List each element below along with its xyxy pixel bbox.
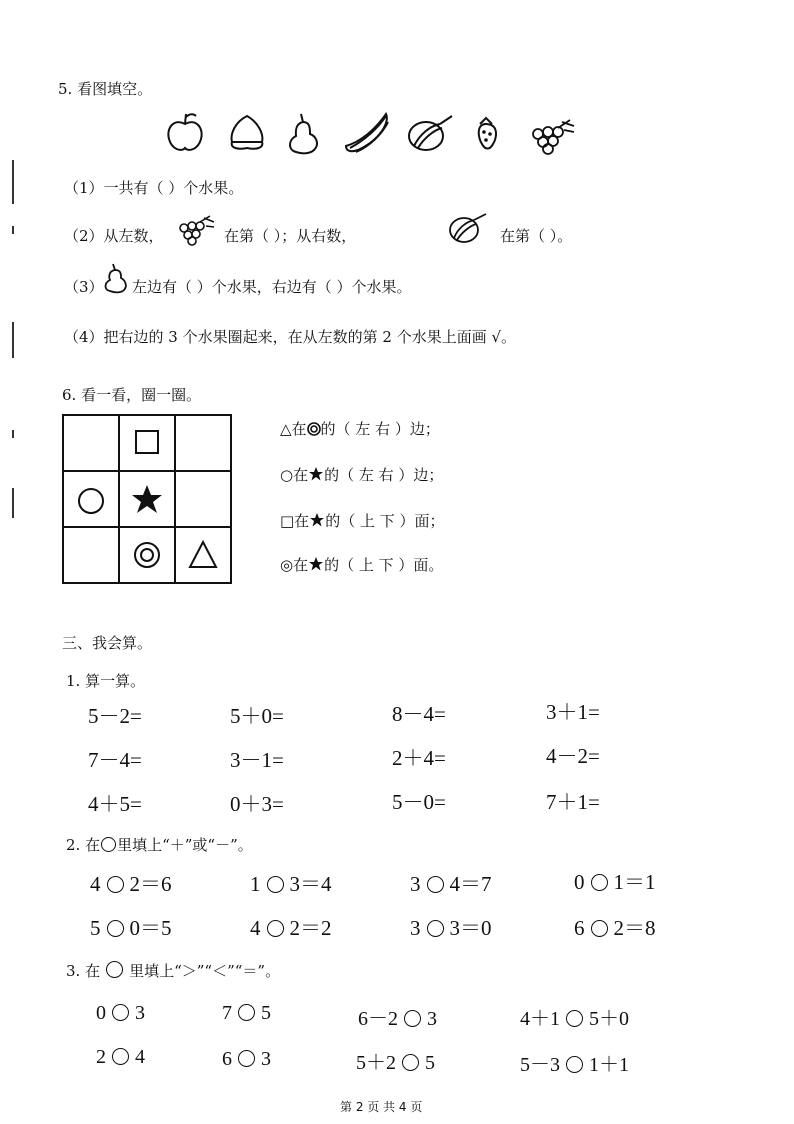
grapes-icon: [178, 212, 218, 246]
watermelon-icon: [409, 116, 452, 150]
peach-icon: [232, 116, 263, 149]
fill-item: 4 2＝6: [90, 872, 172, 896]
q5-line3-a: （3）: [64, 278, 104, 296]
watermelon-icon: [448, 210, 494, 244]
q6-row-2-subject: ○在: [280, 466, 309, 484]
square-icon: [136, 431, 158, 453]
q6-heading: 6. 看一看，圈一圈。: [62, 386, 202, 404]
answer-circle[interactable]: [112, 1004, 129, 1021]
s3-sub2-heading: [66, 834, 253, 855]
s3-sub3-tail: 里填上“＞”“＜”“＝”。: [129, 962, 281, 980]
s3-sub3-heading: [66, 960, 280, 981]
fill-item: 4 2＝2: [250, 916, 332, 940]
margin-mark: [12, 322, 14, 358]
q6-row-2: [280, 464, 443, 485]
circle-icon: [106, 961, 123, 978]
star-icon: [308, 466, 324, 482]
compare-item: 7 5: [222, 1002, 271, 1024]
calc-item: 3－1=: [230, 748, 284, 772]
answer-circle[interactable]: [107, 876, 124, 893]
answer-circle[interactable]: [107, 920, 124, 937]
fill-item: 1 3＝4: [250, 872, 332, 896]
q6-row-2-choice: 的（ 左 右 ）边；: [324, 466, 444, 484]
apple-icon: [168, 114, 201, 150]
section3-heading: 三、我会算。: [62, 634, 153, 652]
calc-item: 2＋4=: [392, 746, 446, 770]
calc-item: 4－2=: [546, 744, 600, 768]
answer-circle[interactable]: [238, 1050, 255, 1067]
compare-item: 5－3 1＋1: [520, 1054, 629, 1076]
q5-line3-b: 左边有（ ）个水果，右边有（ ）个水果。: [132, 278, 412, 296]
margin-mark: [12, 160, 14, 204]
calc-item: 7＋1=: [546, 790, 600, 814]
answer-circle[interactable]: [404, 1010, 421, 1027]
q6-row-1-choice: 的（ 左 右 ）边；: [320, 420, 440, 438]
fill-item: 3 3＝0: [410, 916, 492, 940]
double-circle-icon: [307, 422, 321, 436]
calc-item: 5＋0=: [230, 704, 284, 728]
compare-item: 2 4: [96, 1046, 145, 1068]
compare-item: 0 3: [96, 1002, 145, 1024]
calc-item: 0＋3=: [230, 792, 284, 816]
answer-circle[interactable]: [402, 1054, 419, 1071]
q6-row-1-subject: △在: [280, 420, 307, 438]
answer-circle[interactable]: [267, 920, 284, 937]
margin-mark: [12, 226, 14, 234]
double-circle-icon: [135, 543, 159, 567]
s3-sub3-lead: 3. 在: [66, 962, 101, 980]
q6-row-3: [280, 510, 445, 531]
calc-item: 5－0=: [392, 790, 446, 814]
circle-icon: [101, 837, 116, 852]
shape-grid: [62, 414, 234, 586]
q6-row-4: [280, 554, 443, 575]
q5-line2-b: 在第（ ）；从右数，: [224, 227, 357, 245]
pear-icon: [290, 114, 317, 153]
triangle-icon: [190, 542, 216, 567]
answer-circle[interactable]: [427, 876, 444, 893]
margin-mark: [12, 488, 14, 518]
calc-item: 4＋5=: [88, 792, 142, 816]
q6-row-1: [280, 418, 440, 439]
q5-heading: 5. 看图填空。: [58, 80, 153, 98]
q5-line1: （1）一共有（ ）个水果。: [64, 179, 244, 197]
grapes-icon: [533, 120, 574, 154]
answer-circle[interactable]: [112, 1048, 129, 1065]
banana-icon: [346, 114, 388, 152]
answer-circle[interactable]: [591, 920, 608, 937]
s3-sub1-heading: 1. 算一算。: [66, 672, 146, 690]
compare-item: 6－2 3: [358, 1008, 437, 1030]
calc-item: 8－4=: [392, 702, 446, 726]
star-icon: [308, 556, 324, 572]
answer-circle[interactable]: [566, 1056, 583, 1073]
answer-circle[interactable]: [267, 876, 284, 893]
fill-item: 0 1＝1: [574, 870, 656, 894]
q6-row-4-subject: ◎在: [280, 556, 309, 574]
fill-item: 6 2＝8: [574, 916, 656, 940]
calc-item: 3＋1=: [546, 700, 600, 724]
calc-item: 7－4=: [88, 748, 142, 772]
answer-circle[interactable]: [591, 874, 608, 891]
q6-row-3-choice: 的（ 上 下 ）面；: [325, 512, 445, 530]
compare-item: 4＋1 5＋0: [520, 1008, 629, 1030]
s3-sub2-tail: 里填上“＋”或“－”。: [117, 836, 253, 854]
answer-circle[interactable]: [566, 1010, 583, 1027]
q6-row-4-choice: 的（ 上 下 ）面。: [324, 556, 444, 574]
strawberry-icon: [479, 118, 496, 149]
compare-item: 6 3: [222, 1048, 271, 1070]
compare-item: 5＋2 5: [356, 1052, 435, 1074]
fill-item: 5 0＝5: [90, 916, 172, 940]
answer-circle[interactable]: [238, 1004, 255, 1021]
page-footer: 第 2 页 共 4 页: [340, 1100, 423, 1114]
calc-item: 5－2=: [88, 704, 142, 728]
q6-row-3-subject: □在: [280, 512, 310, 530]
s3-sub2-lead: 2. 在: [66, 836, 101, 854]
fill-item: 3 4＝7: [410, 872, 492, 896]
circle-icon: [79, 489, 103, 513]
q5-line4: （4）把右边的 3 个水果圈起来，在从左数的第 2 个水果上面画 √。: [64, 328, 517, 346]
q5-line2-c: 在第（ ）。: [500, 227, 573, 245]
answer-circle[interactable]: [427, 920, 444, 937]
fruit-row: [160, 108, 600, 160]
margin-mark: [12, 430, 14, 438]
q5-line2-a: （2）从左数，: [64, 227, 164, 245]
pear-icon: [104, 262, 130, 294]
star-icon: [309, 512, 325, 528]
star-icon: [132, 485, 162, 513]
